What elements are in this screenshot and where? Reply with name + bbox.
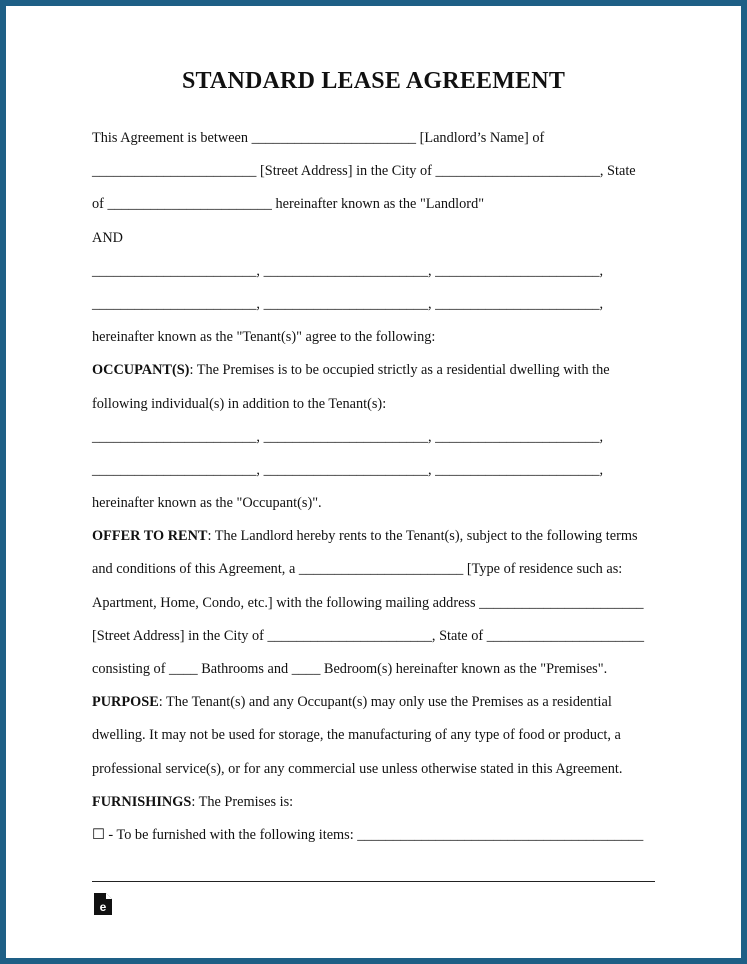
residence-type-line: and conditions of this Agreement, a _______________________ [Type of residence such as: <box>92 561 623 578</box>
occupants-followup-line: following individual(s) in addition to the Tenant(s): <box>92 395 387 412</box>
tenant-names-line-1: _______________________, _______________________, _______________________, <box>92 262 604 279</box>
svg-text:e: e <box>99 900 107 914</box>
landlord-state-line: of _______________________ hereinafter known as the "Landlord" <box>92 196 485 213</box>
furnished-items-rule <box>92 881 655 882</box>
offer-to-rent-text: : The Landlord hereby rents to the Tenant(s), subject to the following terms <box>207 528 638 545</box>
occupants-text: : The Premises is to be occupied strictly as a residential dwelling with the <box>189 362 610 379</box>
furnishings-heading: FURNISHINGS <box>92 793 192 810</box>
furnished-checkbox-line[interactable]: ☐ - To be furnished with the following items: ________________________________________ <box>92 826 644 843</box>
occupants-clause-line <box>92 354 672 387</box>
tenant-known-as-line: hereinafter known as the "Tenant(s)" agree to the following: <box>92 329 436 346</box>
offer-to-rent-clause-line <box>92 520 672 553</box>
purpose-line-2: dwelling. It may not be used for storage, the manufacturing of any type of food or product, a <box>92 727 621 744</box>
document-body <box>92 122 672 852</box>
mailing-address-line: Apartment, Home, Condo, etc.] with the following mailing address _______________________ <box>92 594 644 611</box>
tenant-names-line-2: _______________________, _______________________, _______________________, <box>92 295 604 312</box>
agreement-between-line: This Agreement is between _______________________ [Landlord’s Name] of <box>92 130 545 146</box>
purpose-clause-line <box>92 686 672 719</box>
occupant-known-as-line: hereinafter known as the "Occupant(s)". <box>92 495 322 512</box>
occupants-heading: OCCUPANT(S) <box>92 362 190 379</box>
furnishings-text: : The Premises is: <box>191 793 294 810</box>
offer-to-rent-heading: OFFER TO RENT <box>92 528 208 545</box>
premises-city-state-line: [Street Address] in the City of _______________________, State of ______________________ <box>92 627 644 644</box>
occupant-names-line-2: _______________________, _______________________, _______________________, <box>92 461 604 478</box>
landlord-address-line: _______________________ [Street Address] in the City of _______________________, State <box>92 163 636 180</box>
purpose-text: : The Tenant(s) and any Occupant(s) may only use the Premises as a residential <box>158 694 612 711</box>
eforms-logo-icon <box>93 892 113 916</box>
purpose-heading: PURPOSE <box>92 694 159 711</box>
occupant-names-line-1: _______________________, _______________________, _______________________, <box>92 428 604 445</box>
purpose-line-3: professional service(s), or for any commercial use unless otherwise stated in this Agreement. <box>92 760 623 777</box>
furnishings-clause-line <box>92 786 672 819</box>
document-page <box>6 6 741 958</box>
and-line: AND <box>92 229 123 246</box>
bathrooms-bedrooms-line: consisting of ____ Bathrooms and ____ Bedroom(s) hereinafter known as the "Premises". <box>92 661 608 677</box>
document-title: STANDARD LEASE AGREEMENT <box>181 68 566 94</box>
